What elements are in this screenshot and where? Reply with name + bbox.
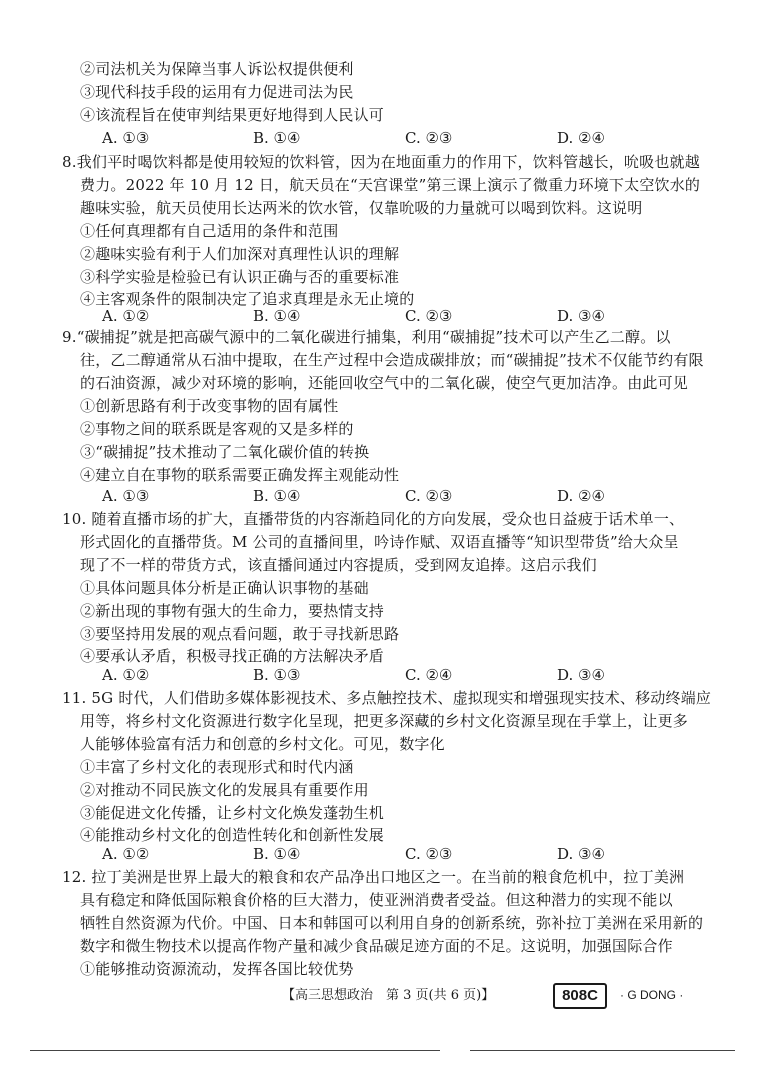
q11-statement-2: ②对推动不同民族文化的发展具有重要作用 [80,781,369,799]
q12-statement-1: ①能够推动资源流动，发挥各国比较优势 [80,960,354,978]
q8-option-b: B. ①④ [253,307,301,325]
page-footer: 【高三思想政治 第 3 页(共 6 页)】 [282,988,495,1003]
q9-statement-1: ①创新思路有利于改变事物的固有属性 [80,397,339,415]
q9-stem-line-1: 9.“碳捕捉”就是把高碳气源中的二氧化碳进行捕集，利用“碳捕捉”技术可以产生乙二醇。以 [62,328,671,346]
q12-stem-line-2: 具有稳定和降低国际粮食价格的巨大潜力，使亚洲消费者受益。但这种潜力的实现不能以 [80,891,673,909]
q7-option-a: A. ①③ [102,129,150,147]
q11-statement-1: ①丰富了乡村文化的表现形式和时代内涵 [80,758,354,776]
q11-stem-line-3: 人能够体验富有活力和创意的乡村文化。可见，数字化 [80,735,445,753]
q9-statement-3: ③“碳捕捉”技术推动了二氧化碳价值的转换 [80,443,370,461]
exam-code-badge: 808C [553,983,607,1009]
q8-option-c: C. ②③ [405,307,453,325]
q10-statement-1: ①具体问题具体分析是正确认识事物的基础 [80,579,369,597]
q8-stem-line-3: 趣味实验，航天员使用长达两米的饮水管，仅靠吮吸的力量就可以喝到饮料。这说明 [80,199,643,217]
brand-mark: · G DONG · [620,988,684,1002]
q10-statement-3: ③要坚持用发展的观点看问题，敢于寻找新思路 [80,625,400,643]
q11-stem-line-2: 用等，将乡村文化资源进行数字化呈现，把更多深藏的乡村文化资源呈现在手掌上，让更多 [80,712,689,730]
q8-stem-line-2: 费力。2022 年 10 月 12 日，航天员在“天宫课堂”第三课上演示了微重力环境下太空饮水的 [80,176,701,194]
bottom-divider-right [470,1050,735,1051]
q7-option-c: C. ②③ [405,129,453,147]
q8-statement-3: ③科学实验是检验已有认识正确与否的重要标准 [80,268,400,286]
q10-option-b: B. ①③ [253,666,301,684]
q9-option-c: C. ②③ [405,487,453,505]
q11-statement-4: ④能推动乡村文化的创造性转化和创新性发展 [80,826,385,844]
q9-stem-line-3: 的石油资源，减少对环境的影响，还能回收空气中的二氧化碳，使空气更加洁净。由此可见 [80,374,689,392]
q7-statement-2: ②司法机关为保障当事人诉讼权提供便利 [80,60,354,78]
q10-statement-2: ②新出现的事物有强大的生命力，要热情支持 [80,602,385,620]
q8-option-a: A. ①② [102,307,150,325]
q10-option-c: C. ②④ [405,666,453,684]
q10-option-d: D. ③④ [557,666,605,684]
q9-option-a: A. ①③ [102,487,150,505]
q10-stem-line-2: 形式固化的直播带货。M 公司的直播间里，吟诗作赋、双语直播等“知识型带货”给大众呈 [80,533,679,551]
q12-stem-line-1: 12. 拉丁美洲是世界上最大的粮食和农产品净出口地区之一。在当前的粮食危机中，拉丁美洲 [62,868,685,886]
q9-statement-2: ②事物之间的联系既是客观的又是多样的 [80,420,354,438]
q8-statement-4: ④主客观条件的限制决定了追求真理是永无止境的 [80,290,415,308]
q8-statement-2: ②趣味实验有利于人们加深对真理性认识的理解 [80,245,400,263]
q12-stem-line-3: 牺牲自然资源为代价。中国、日本和韩国可以利用自身的创新系统，弥补拉丁美洲在采用新的 [80,914,704,932]
q8-statement-1: ①任何真理都有自己适用的条件和范围 [80,222,339,240]
q11-statement-3: ③能促进文化传播，让乡村文化焕发蓬勃生机 [80,804,385,822]
q9-option-b: B. ①④ [253,487,301,505]
q9-statement-4: ④建立自在事物的联系需要正确发挥主观能动性 [80,466,400,484]
q10-stem-line-1: 10. 随着直播市场的扩大，直播带货的内容渐趋同化的方向发展，受众也日益疲于话术单一、 [62,510,685,528]
q7-statement-3: ③现代科技手段的运用有力促进司法为民 [80,83,354,101]
q11-option-a: A. ①② [102,845,150,863]
q12-stem-line-4: 数字和微生物技术以提高作物产量和减少食品碳足迹方面的不足。这说明，加强国际合作 [80,937,673,955]
q10-stem-line-3: 现了不一样的带货方式，该直播间通过内容提质，受到网友追捧。这启示我们 [80,556,597,574]
q8-stem-line-1: 8.我们平时喝饮料都是使用较短的饮料管，因为在地面重力的作用下，饮料管越长，吮吸也就越 [62,153,700,171]
q11-option-d: D. ③④ [557,845,605,863]
q8-option-d: D. ③④ [557,307,605,325]
q10-option-a: A. ①② [102,666,150,684]
q7-option-b: B. ①④ [253,129,301,147]
q9-stem-line-2: 往，乙二醇通常从石油中提取，在生产过程中会造成碳排放；而“碳捕捉”技术不仅能节约有限 [80,351,704,369]
q11-option-b: B. ①④ [253,845,301,863]
q7-option-d: D. ②④ [557,129,605,147]
q11-option-c: C. ②③ [405,845,453,863]
q7-statement-4: ④该流程旨在使审判结果更好地得到人民认可 [80,106,385,124]
q10-statement-4: ④要承认矛盾，积极寻找正确的方法解决矛盾 [80,647,385,665]
q11-stem-line-1: 11. 5G 时代，人们借助多媒体影视技术、多点触控技术、虚拟现实和增强现实技术、移动终端应 [62,689,712,707]
bottom-divider-left [30,1050,440,1051]
q9-option-d: D. ②④ [557,487,605,505]
